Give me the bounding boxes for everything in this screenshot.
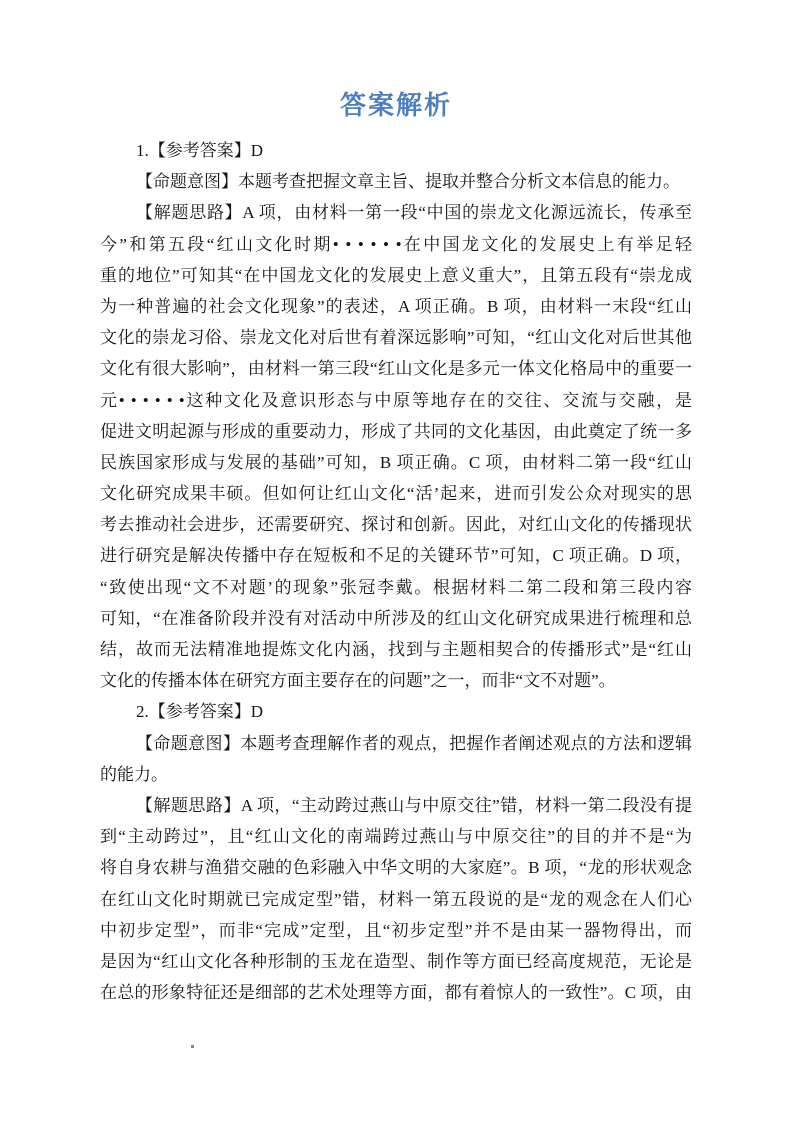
text-line: 是因为“红山文化各种形制的玉龙在造型、制作等方面已经高度规范，无论是 bbox=[100, 951, 692, 971]
text-line: 【命题意图】本题考查理解作者的观点，把握作者阐述观点的方法和逻辑 bbox=[136, 733, 692, 753]
text-line: 进行研究是解决传播中存在短板和不足的关键环节”可知，C 项正确。D 项， bbox=[100, 546, 692, 566]
text-line: 促进文明起源与形成的重要动力，形成了共同的文化基因，由此奠定了统一多 bbox=[100, 421, 692, 441]
text-line: 中初步定型”，而非“完成”定型，且“初步定型”并不是由某一器物得出，而 bbox=[100, 920, 692, 940]
text-line: “致使出现“文不对题’的现象”张冠李戴。根据材料二第二段和第三段内容 bbox=[100, 577, 692, 597]
text-line: 为一种普遍的社会文化现象”的表述，A 项正确。B 项，由材料一末段“红山 bbox=[100, 296, 692, 316]
text-line: 民族国家形成与发展的基础”可知，B 项正确。C 项，由材料二第一段“红山 bbox=[100, 452, 692, 472]
paragraph-q1-intent bbox=[100, 166, 692, 197]
text-line: 元• • • • • •这种文化及意识形态与中原等地存在的交往、交流与交融，是 bbox=[100, 390, 692, 410]
stray-mark-dot bbox=[191, 1045, 194, 1048]
text-line: 文化研究成果丰硕。但如何让红山文化“活’起来，进而引发公众对现实的思 bbox=[100, 484, 692, 504]
paragraph-q1-answer bbox=[100, 135, 692, 166]
paragraph-q2-analysis bbox=[100, 790, 692, 1008]
document-body bbox=[100, 135, 692, 1008]
text-line: 【命题意图】本题考查把握文章主旨、提取并整合分析文本信息的能力。 bbox=[136, 172, 680, 192]
paragraph-q2-answer bbox=[100, 696, 692, 727]
text-line: 1.【参考答案】D bbox=[136, 141, 264, 160]
text-line: 今”和第五段“红山文化时期• • • • • •在中国龙文化的发展史上有举足轻 bbox=[100, 234, 692, 254]
text-line: 到“主动跨过”，且“红山文化的南端跨过燕山与中原交往”的目的并不是“为 bbox=[100, 827, 692, 847]
text-line: 将自身农耕与渔猎交融的色彩融入中华文明的大家庭”。B 项，“龙的形状观念 bbox=[100, 858, 692, 878]
text-line: 【解题思路】A 项，由材料一第一段“中国的崇龙文化源远流长，传承至 bbox=[136, 203, 692, 223]
paragraph-q2-intent bbox=[100, 728, 692, 790]
text-line: 在红山文化时期就已完成定型”错，材料一第五段说的是“龙的观念在人们心 bbox=[100, 889, 692, 909]
text-line: 文化的崇龙习俗、崇龙文化对后世有着深远影响”可知，“红山文化对后世其他 bbox=[100, 328, 692, 348]
page-title: 答案解析 bbox=[339, 91, 452, 120]
paragraph-q1-analysis bbox=[100, 197, 692, 696]
text-line: 结，故而无法精准地提炼文化内涵，找到与主题相契合的传播形式”是“红山 bbox=[100, 640, 692, 659]
text-line: 文化有很大影响”，由材料一第三段“红山文化是多元一体文化格局中的重要一 bbox=[100, 359, 692, 379]
text-line: 重的地位”可知其“在中国龙文化的发展史上意义重大”，且第五段有“崇龙成 bbox=[100, 265, 692, 285]
text-line: 2.【参考答案】D bbox=[136, 702, 264, 722]
text-line: 的能力。 bbox=[100, 764, 168, 784]
text-line: 在总的形象特征还是细部的艺术处理等方面，都有着惊人的一致性”。C 项，由 bbox=[100, 983, 692, 1003]
text-line: 文化的传播本体在研究方面主要存在的问题”之一，而非“文不对题”。 bbox=[100, 671, 616, 691]
text-line: 可知，“在准备阶段并没有对活动中所涉及的红山文化研究成果进行梳理和总 bbox=[100, 608, 692, 628]
text-line: 【解题思路】A 项，“主动跨过燕山与中原交往”错，材料一第二段没有提 bbox=[136, 795, 692, 815]
text-line: 考去推动社会进步，还需要研究、探讨和创新。因此，对红山文化的传播现状 bbox=[100, 515, 692, 535]
